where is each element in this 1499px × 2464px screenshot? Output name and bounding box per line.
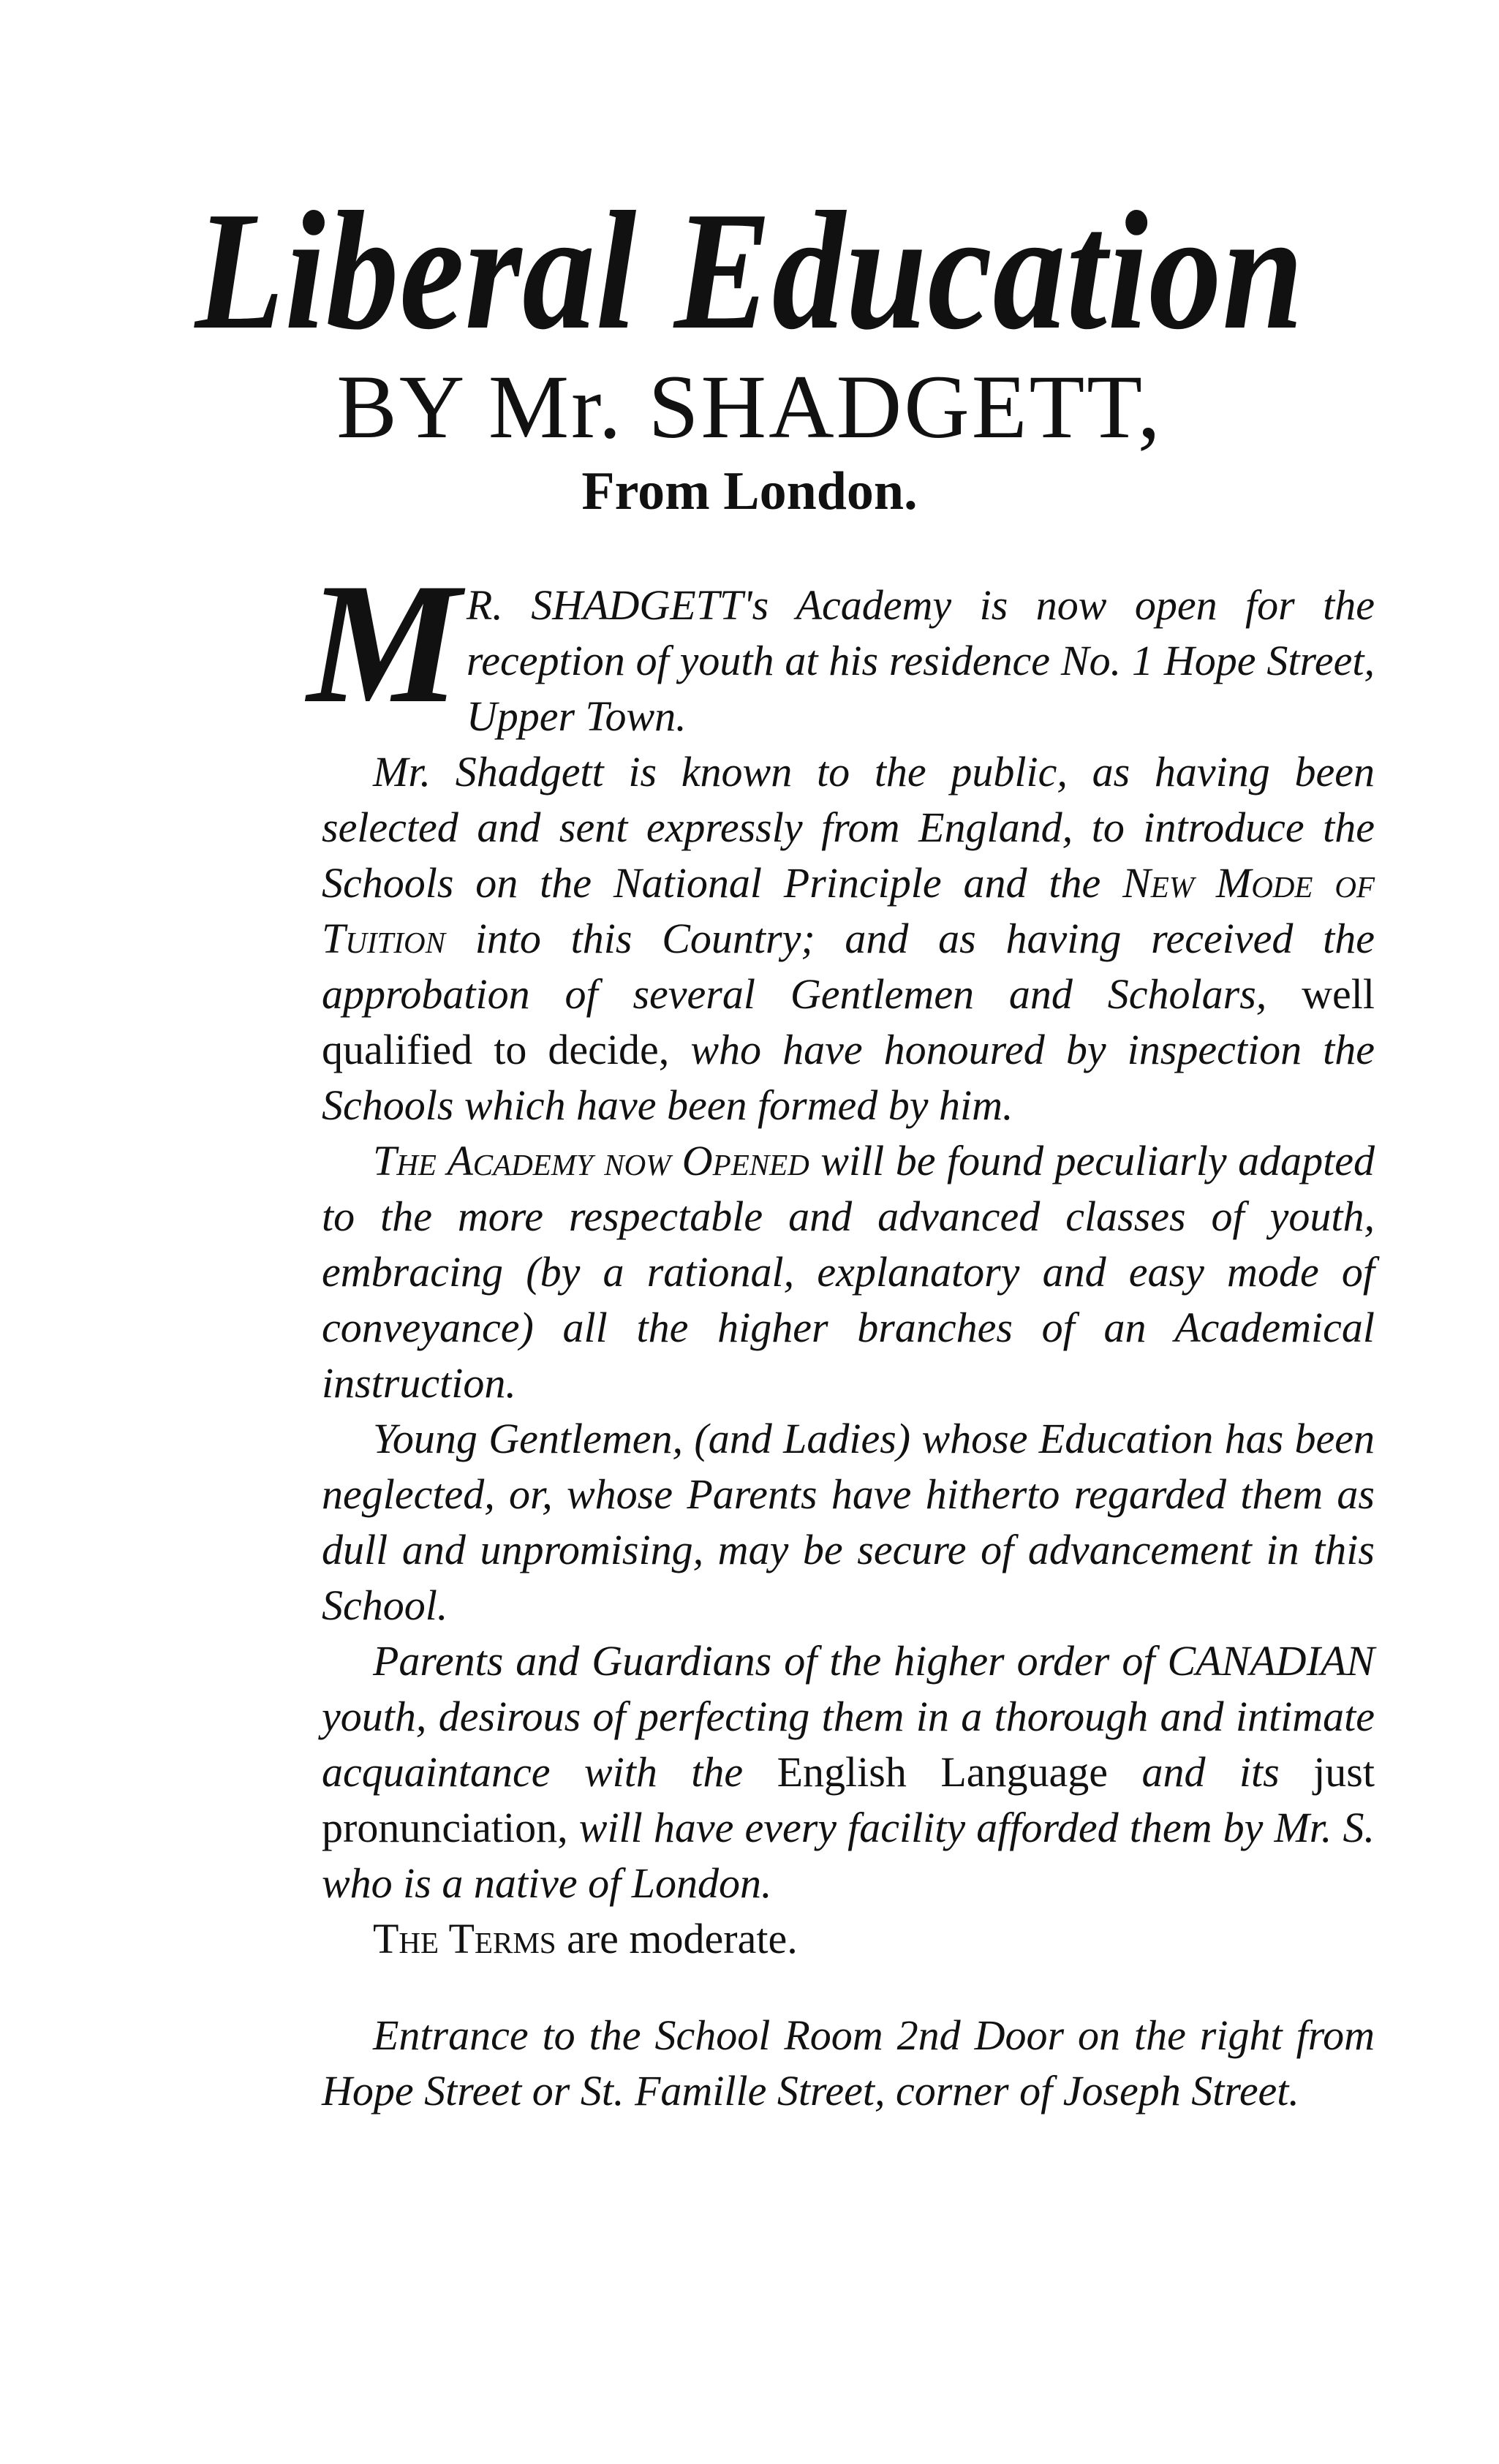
byline-name: Mr. SHADGETT, <box>488 357 1163 457</box>
paragraph-text: and its <box>1107 1748 1314 1796</box>
paragraph-opening <box>307 548 1375 744</box>
paragraph-text: into this Country; and as having received the approbation of several Gentlemen and Scholars, <box>322 915 1375 1018</box>
paragraph-academy <box>322 1133 1375 1411</box>
small-caps-text: The Terms <box>373 1915 556 1962</box>
drop-cap: M <box>307 548 461 739</box>
byline-prefix: BY <box>336 357 464 457</box>
paragraph-text: are moderate. <box>556 1915 798 1962</box>
paragraph-young-gentlemen <box>322 1411 1375 1633</box>
paragraph-text: will have every facility afforded them by Mr. S. who is a native of London. <box>322 1804 1375 1907</box>
paragraph-terms <box>322 1911 1375 1967</box>
paragraph-text: Parents and Guardians of the higher order of CANADIAN youth, desirous of perfecting them in a thorough and intimate acquaintance with the <box>322 1637 1375 1796</box>
small-caps-text: The Academy now Opened <box>373 1137 809 1184</box>
upright-text: just pronunciation, <box>322 1748 1375 1851</box>
upright-text: English Language <box>777 1748 1108 1796</box>
origin-line: From London. <box>581 461 918 521</box>
byline <box>0 357 1499 457</box>
paragraph-text: will be found peculiarly adapted to the more respectable and advanced classes of youth, embracing (by a rational, explanatory and easy mode of conveyance) all the higher branches of an Academical instruction. <box>322 1137 1375 1407</box>
page-title: Liberal Education <box>195 177 1304 365</box>
paragraph-text: Mr. Shadgett is known to the public, as having been selected and sent expressly from England, to introduce the Schools on the National Principle and the <box>322 748 1375 907</box>
paragraph-text: who have honoured by inspection the Schools which have been formed by him. <box>322 1026 1375 1129</box>
paragraph-text: Entrance to the School Room 2nd Door on the right from Hope Street or St. Famille Street, corner of Joseph Street. <box>322 2011 1375 2115</box>
paragraph-opening-text: R. SHADGETT's Academy is now open for the reception of youth at his residence No. 1 Hope Street, Upper Town. <box>466 581 1375 740</box>
paragraph-entrance <box>322 2008 1375 2119</box>
paragraph-credentials <box>322 744 1375 1133</box>
paragraph-spacer <box>322 1967 1375 2008</box>
paragraph-parents <box>322 1633 1375 1911</box>
upright-text: well qualified to decide, <box>322 970 1375 1073</box>
small-caps-text: New Mode of Tuition <box>322 859 1375 962</box>
advertisement-body <box>307 548 1375 2119</box>
paragraph-text: Young Gentlemen, (and Ladies) whose Education has been neglected, or, whose Parents have hitherto regarded them as dull and unpromising, may be secure of advancement in this School. <box>322 1415 1375 1629</box>
